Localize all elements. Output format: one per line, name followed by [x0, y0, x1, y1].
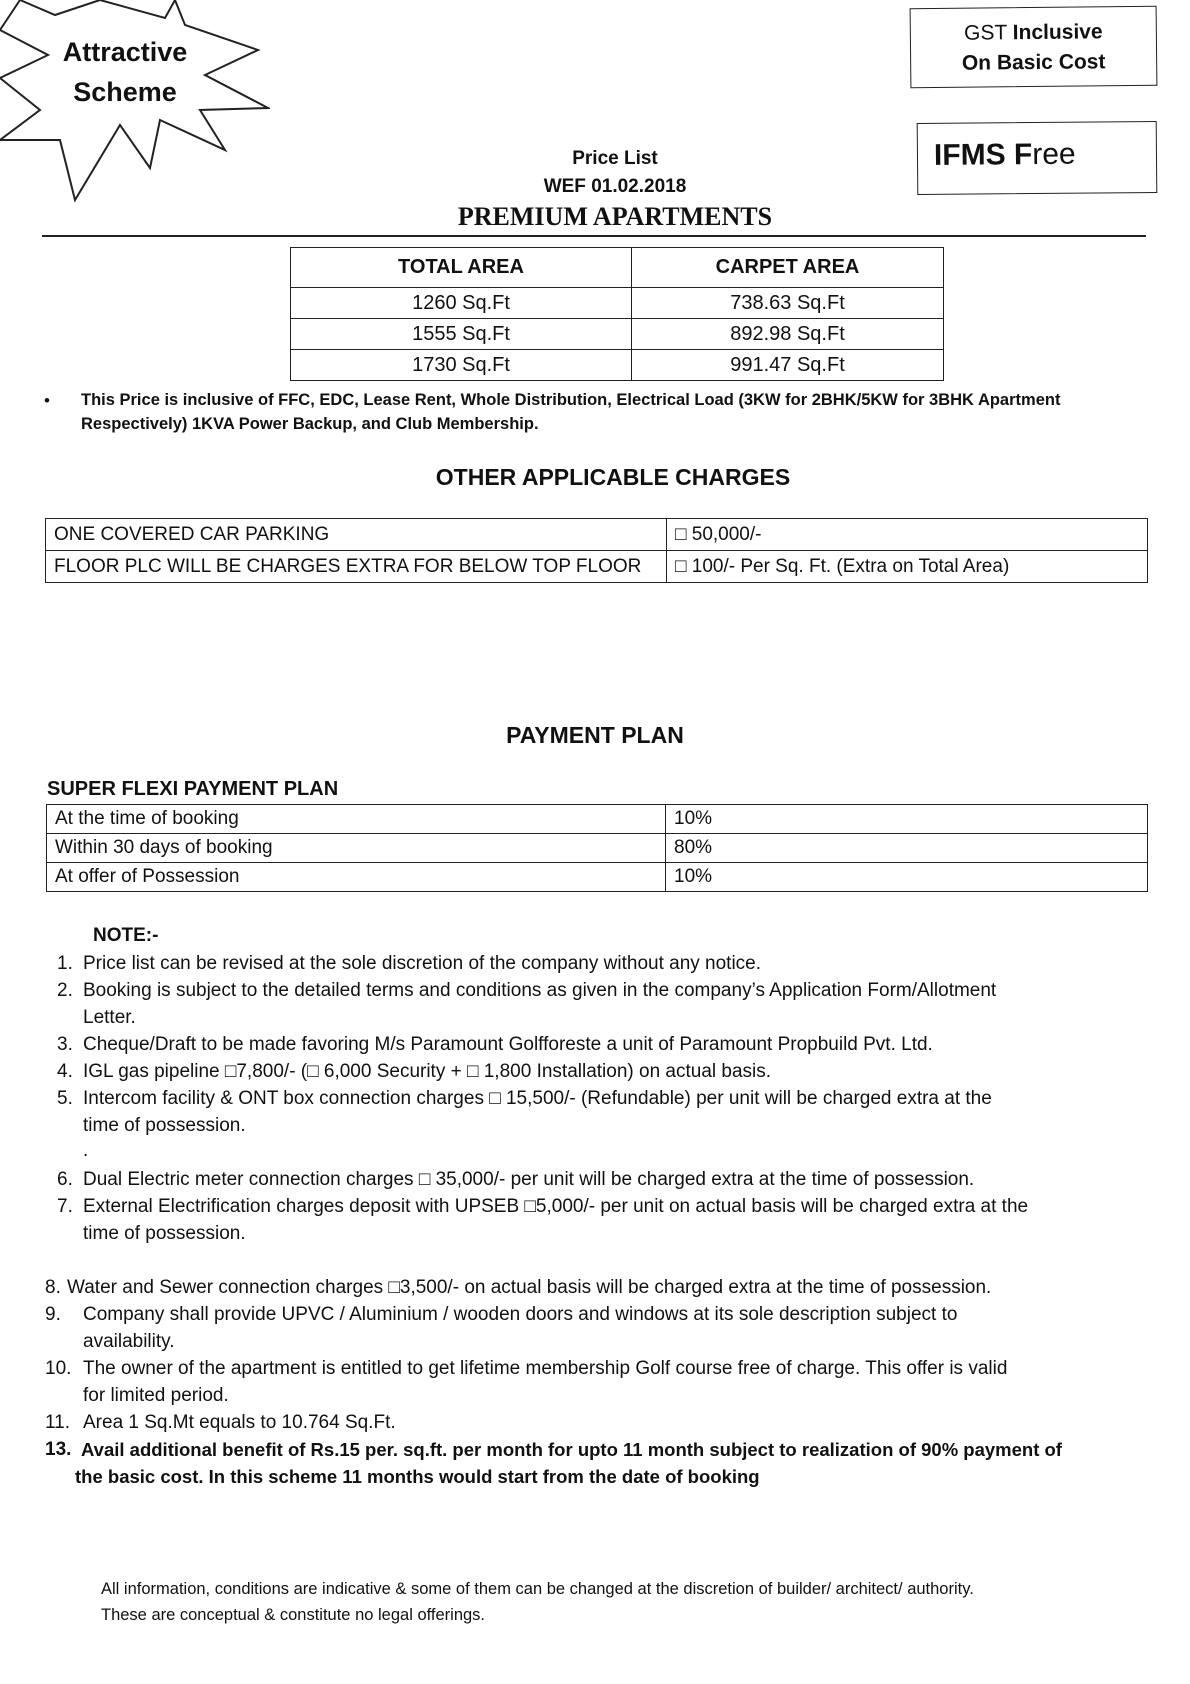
note-number: 6. [57, 1169, 73, 1190]
badge-line-2: Scheme [73, 77, 177, 107]
note-text: Water and Sewer connection charges □3,500/- on actual basis will be charged extra at the time of possession. [67, 1277, 992, 1298]
table-row [47, 834, 1148, 863]
note-number: 11. [45, 1412, 71, 1433]
note-text: time of possession. [83, 1115, 246, 1136]
ifms-free-label: ree [1032, 137, 1076, 172]
note-number: 5. [57, 1088, 73, 1109]
note-text: Cheque/Draft to be made favoring M/s Paramount Golfforeste a unit of Paramount Propbuild Pvt. Ltd. [83, 1034, 933, 1055]
other-charges-heading: OTHER APPLICABLE CHARGES [435, 464, 791, 490]
badge-line-1: Attractive [62, 37, 188, 67]
charge-item: FLOOR PLC WILL BE CHARGES EXTRA FOR BELOW TOP FLOOR [46, 551, 667, 583]
carpet-area-cell: 738.63 Sq.Ft [632, 288, 944, 319]
total-area-cell: 1555 Sq.Ft [291, 319, 632, 350]
table-row [47, 863, 1148, 892]
table-row [291, 350, 944, 381]
note-number: 2. [57, 980, 73, 1001]
note-text: Intercom facility & ONT box connection charges □ 15,500/- (Refundable) per unit will be charged extra at the [83, 1088, 992, 1109]
note-text: Dual Electric meter connection charges □ 35,000/- per unit will be charged extra at the time of possession. [83, 1169, 975, 1190]
note-text: Letter. [83, 1007, 136, 1028]
note-number: 4. [57, 1061, 73, 1082]
note-number: 1. [57, 953, 73, 974]
note-text: Area 1 Sq.Mt equals to 10.764 Sq.Ft. [83, 1412, 396, 1433]
table-row [47, 805, 1148, 834]
total-area-cell: 1730 Sq.Ft [291, 350, 632, 381]
payment-plan-subheading: SUPER FLEXI PAYMENT PLAN [47, 778, 339, 800]
payment-plan-heading: PAYMENT PLAN [506, 722, 684, 748]
note-text: IGL gas pipeline □7,800/- (□ 6,000 Security + □ 1,800 Installation) on actual basis. [83, 1061, 772, 1082]
note-text: External Electrification charges deposit with UPSEB □5,000/- per unit on actual basis will be charged extra at the [83, 1196, 1029, 1217]
note-number: 3. [57, 1034, 73, 1055]
total-area-header: TOTAL AREA [291, 248, 632, 288]
payment-stage: At offer of Possession [47, 863, 666, 892]
payment-stage: Within 30 days of booking [47, 834, 666, 863]
note-number: 10. [45, 1358, 72, 1379]
area-table [290, 247, 944, 381]
note-text: Company shall provide UPVC / Aluminium / wooden doors and windows at its sole description subject to [83, 1304, 958, 1325]
payment-stage: At the time of booking [47, 805, 666, 834]
gst-inclusive-label: Inclusive [1012, 20, 1103, 45]
gst-box [910, 6, 1158, 89]
payment-plan-table [46, 804, 1148, 892]
charge-value: □ 100/- Per Sq. Ft. (Extra on Total Area) [667, 551, 1148, 583]
notes-heading: NOTE:- [93, 925, 159, 946]
carpet-area-cell: 892.98 Sq.Ft [632, 319, 944, 350]
ifms-label: IFMS F [933, 138, 1033, 172]
carpet-area-cell: 991.47 Sq.Ft [632, 350, 944, 381]
carpet-area-header: CARPET AREA [632, 248, 944, 288]
note-text: the basic cost. In this scheme 11 months would start from the date of booking [75, 1466, 760, 1487]
note-text: Booking is subject to the detailed terms and conditions as given in the company’s Application Form/Allotment [83, 980, 997, 1001]
note-number: 13. [45, 1439, 72, 1460]
inclusion-note-line-1: This Price is inclusive of FFC, EDC, Lease Rent, Whole Distribution, Electrical Load (3KW for 2BHK/5KW for 3BHK Apartment [81, 391, 1061, 409]
other-charges-table [45, 518, 1148, 583]
table-row [291, 288, 944, 319]
note-text: Avail additional benefit of Rs.15 per. sq.ft. per month for upto 11 month subject to realization of 90% payment of [81, 1439, 1062, 1460]
header-rule [42, 235, 1146, 237]
inclusion-note-line-2: Respectively) 1KVA Power Backup, and Club Membership. [81, 415, 539, 433]
payment-percent: 80% [666, 834, 1148, 863]
gst-basic-cost-label: On Basic Cost [961, 50, 1106, 75]
total-area-cell: 1260 Sq.Ft [291, 288, 632, 319]
page-heading: PREMIUM APARTMENTS [457, 202, 773, 231]
ifms-box [917, 121, 1158, 195]
note-number: 8. [45, 1277, 61, 1298]
note-number: 7. [57, 1196, 73, 1217]
payment-percent: 10% [666, 805, 1148, 834]
table-row [291, 319, 944, 350]
table-row [46, 551, 1148, 583]
note-text: for limited period. [83, 1385, 229, 1406]
disclaimer-line-2: These are conceptual & constitute no legal offerings. [101, 1606, 486, 1624]
note-number: 9. [45, 1304, 61, 1325]
price-list-title: Price List [572, 148, 658, 169]
charge-value: □ 50,000/- [667, 519, 1148, 551]
gst-label: GST [963, 21, 1008, 45]
table-row [46, 519, 1148, 551]
disclaimer-line-1: All information, conditions are indicative & some of them can be changed at the discretion of builder/ architect/ authority. [101, 1580, 974, 1598]
note-text: availability. [83, 1331, 175, 1352]
note-text: time of possession. [83, 1223, 246, 1244]
area-table-header [291, 248, 944, 288]
note-text: The owner of the apartment is entitled to get lifetime membership Golf course free of charge. This offer is valid [83, 1358, 1008, 1379]
wef-date: WEF 01.02.2018 [543, 176, 687, 197]
note-text: . [83, 1140, 89, 1161]
note-text: Price list can be revised at the sole discretion of the company without any notice. [83, 953, 762, 974]
payment-percent: 10% [666, 863, 1148, 892]
charge-item: ONE COVERED CAR PARKING [46, 519, 667, 551]
bullet-icon: • [44, 391, 50, 410]
